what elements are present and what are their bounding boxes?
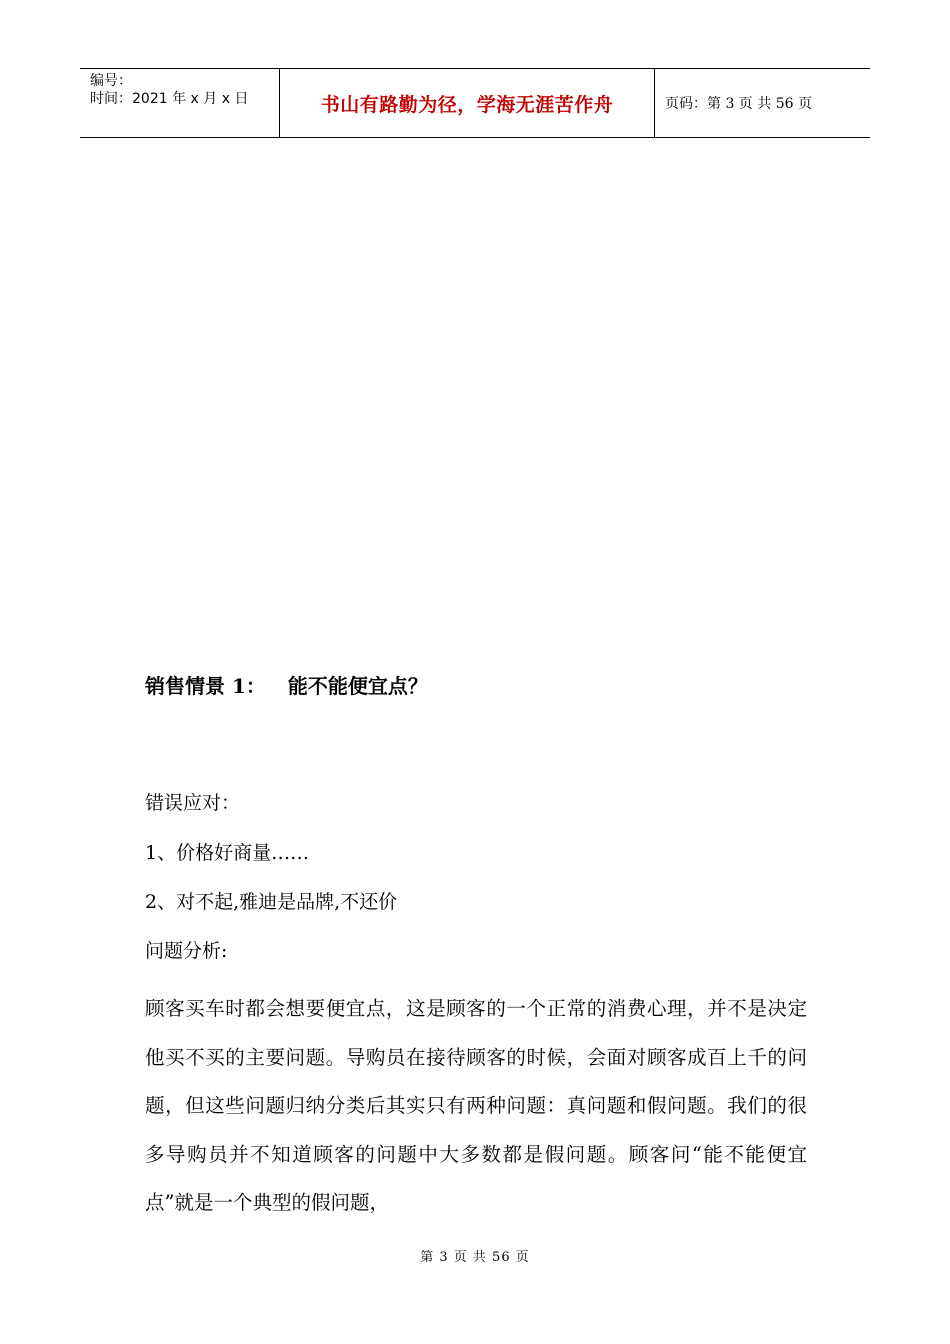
header-motto: 书山有路勤为径，学海无涯苦作舟 <box>280 69 655 137</box>
page-footer: 第 3 页 共 56 页 <box>420 1250 530 1265</box>
wrong-response-label: 错误应对： <box>145 792 241 814</box>
analysis-paragraph: 顾客买车时都会想要便宜点，这是顾客的一个正常的消费心理，并不是决定他买不买的主要问题。导购员在接待顾客的时候，会面对顾客成百上千的问题，但这些问题归纳分类后其实只有两种问题：真问题和假问题。我们的很多导购员并不知道顾客的问题中大多数都是假问题。顾客问“能不能便宜点”就是一个典型的假问题， <box>145 997 807 1214</box>
wrong-response-item-2: 2、对不起,雅迪是品牌,不还价 <box>145 891 398 913</box>
wrong-response-item-1: 1、价格好商量…… <box>145 842 310 864</box>
header-meta-cell <box>80 69 280 137</box>
heading-title: 销售情景 1： <box>145 674 266 698</box>
document-header <box>80 68 870 138</box>
number-label: 编号： <box>90 73 132 89</box>
header-page-code: 页码：第 3 页 共 56 页 <box>665 96 812 112</box>
time-label: 时间：2021 年 x 月 x 日 <box>90 91 249 107</box>
analysis-label: 问题分析: <box>145 940 228 962</box>
heading-question: 能不能便宜点？ <box>287 674 428 698</box>
section-heading <box>145 670 428 699</box>
